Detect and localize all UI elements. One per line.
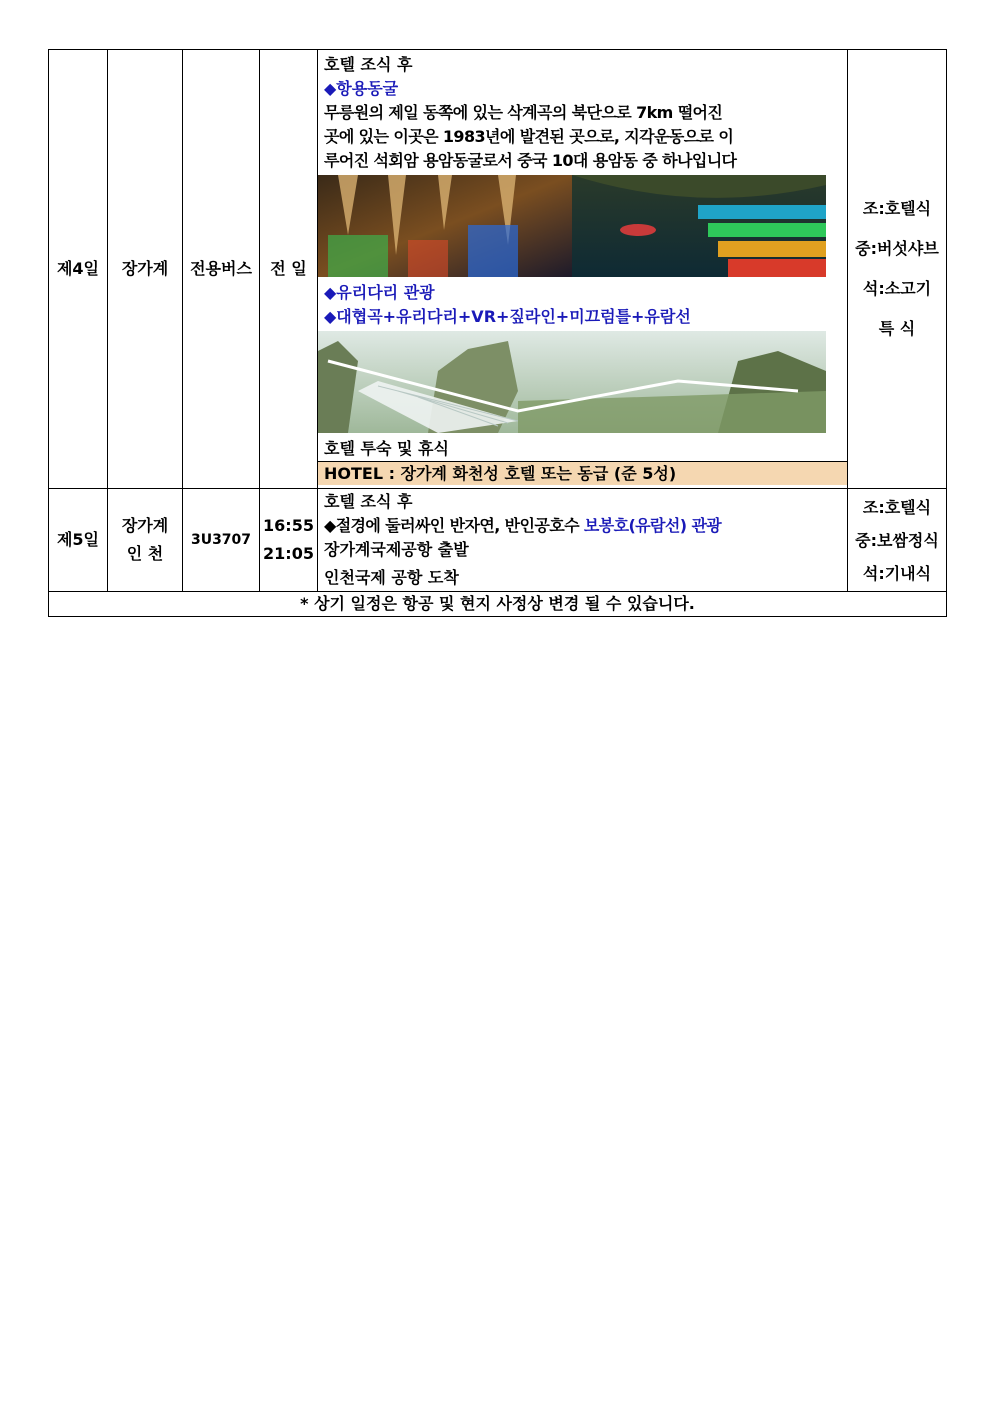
day5-row: [49, 489, 947, 592]
footer-row: [49, 592, 947, 617]
day4-hotel: HOTEL : 장가계 화천성 호텔 또는 동급 (준 5성): [318, 461, 847, 485]
day5-detail: [318, 489, 848, 592]
day5-times: [260, 489, 318, 592]
day4-row: [49, 50, 947, 489]
day4-attraction-cave: ◆항용동굴: [324, 79, 399, 98]
day4-meal-lunch: 중:버섯샤브: [855, 239, 939, 258]
day5-tour-highlight: 보봉호(유람선) 관광: [583, 516, 722, 535]
day4-desc-line3: 루어진 석회암 용암동굴로서 중국 10대 용암동 중 하나입니다: [324, 151, 737, 170]
day4-breakfast: 호텔 조식 후: [324, 55, 413, 74]
day5-place-to: 인 천: [126, 544, 164, 563]
day5-time-arrive: 21:05: [263, 544, 314, 563]
glass-bridge-photo: [318, 331, 826, 433]
day4-time: 전 일: [260, 50, 318, 489]
day5-flight: 3U3707: [183, 489, 260, 592]
day4-desc-line1: 무릉원의 제일 동쪽에 있는 삭계곡의 북단으로 7km 떨어진: [324, 103, 723, 122]
day5-tour-text: ◆절경에 둘러싸인 반자연, 반인공호수: [324, 516, 584, 535]
day4-attraction-package: ◆대협곡+유리다리+VR+짚라인+미끄럼틀+유람선: [324, 307, 691, 326]
itinerary-table: [48, 49, 947, 617]
day4-day: 제4일: [49, 50, 108, 489]
day5-tour: [318, 514, 847, 538]
day5-meals: [848, 489, 947, 592]
day4-meal-breakfast: 조:호텔식: [862, 199, 932, 218]
day4-transport: 전용버스: [183, 50, 260, 489]
day4-meals: [848, 50, 947, 489]
day4-attraction-glassbridge: ◆유리다리 관광: [324, 283, 435, 302]
footer-note: * 상기 일정은 항공 및 현지 사정상 변경 될 수 있습니다.: [49, 592, 947, 617]
day5-meal-lunch: 중:보쌈정식: [855, 530, 939, 550]
day4-meal-dinner: 석:소고기: [862, 279, 932, 298]
cave-photo: [318, 175, 826, 277]
day5-day: 제5일: [49, 489, 108, 592]
day5-depart: 장가계국제공항 출발: [324, 540, 469, 559]
day5-places: [108, 489, 183, 592]
day4-detail: [318, 50, 848, 489]
day5-meal-dinner: 석:기내식: [862, 563, 932, 583]
day4-desc-line2: 곳에 있는 이곳은 1983년에 발견된 곳으로, 지각운동으로 이: [324, 127, 734, 146]
day4-meal-special: 특 식: [878, 319, 916, 338]
day4-rest: 호텔 투숙 및 휴식: [324, 439, 449, 458]
day5-arrive: 인천국제 공항 도착: [324, 568, 459, 587]
day5-place-from: 장가계: [121, 516, 169, 535]
day4-place: 장가계: [108, 50, 183, 489]
day5-meal-breakfast: 조:호텔식: [862, 497, 932, 517]
day5-breakfast: 호텔 조식 후: [324, 492, 413, 511]
day5-time-depart: 16:55: [263, 516, 314, 535]
